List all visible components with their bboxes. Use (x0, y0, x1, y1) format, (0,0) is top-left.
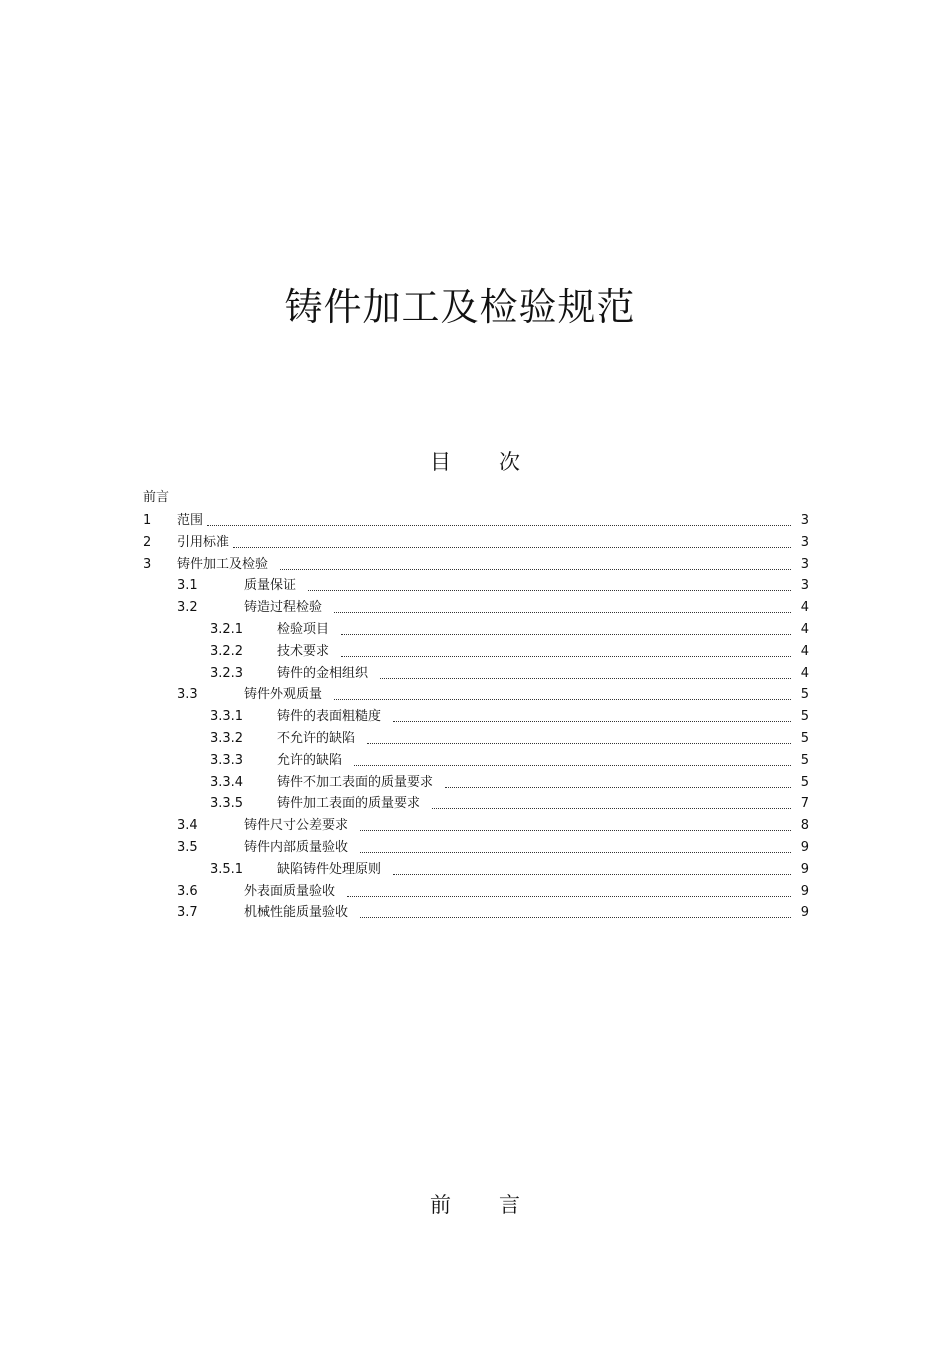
toc-entry-title: 铸造过程检验 (244, 600, 323, 616)
toc-entry[interactable] (143, 750, 809, 772)
toc-dot-leader (308, 582, 791, 591)
toc-entry-number: 3.5.1 (210, 861, 244, 877)
toc-entry[interactable] (143, 772, 809, 794)
toc-entry-title: 机械性能质量验收 (244, 905, 349, 921)
toc-entry[interactable] (143, 684, 809, 706)
toc-entry-number: 3.2.2 (210, 643, 244, 659)
toc-preface-link[interactable]: 前言 (143, 490, 170, 505)
toc-entry[interactable] (143, 597, 809, 619)
toc-entry[interactable] (143, 793, 809, 815)
toc-entry-page: 9 (800, 861, 809, 877)
toc-dot-leader (354, 757, 791, 766)
toc-entry-title: 允许的缺陷 (277, 752, 343, 768)
toc-entry-page: 9 (800, 883, 809, 899)
toc-entry-page: 3 (800, 534, 809, 550)
toc-entry-title: 铸件尺寸公差要求 (244, 818, 349, 834)
toc-entry-number: 3.2.1 (210, 621, 244, 637)
toc-entry-number: 3.6 (177, 883, 198, 899)
toc-entry-page: 5 (800, 687, 809, 703)
toc-entry-page: 3 (800, 578, 809, 594)
toc-heading-left: 目 (430, 450, 451, 474)
toc-dot-leader (341, 626, 791, 635)
toc-dot-leader (341, 648, 791, 657)
toc-entry-title: 质量保证 (244, 578, 297, 594)
toc-entry-title: 铸件加工表面的质量要求 (277, 796, 421, 812)
toc-entry-number: 3 (143, 556, 152, 572)
toc-dot-leader (280, 561, 791, 570)
toc-entry[interactable] (143, 510, 809, 532)
toc-entry-number: 3.3.5 (210, 796, 244, 812)
toc-entry[interactable] (143, 902, 809, 924)
toc-entry-page: 4 (800, 643, 809, 659)
toc-dot-leader (393, 866, 791, 875)
toc-dot-leader (393, 713, 791, 722)
toc-dot-leader (360, 909, 791, 918)
toc-dot-leader (334, 604, 791, 613)
toc-entry-title: 铸件不加工表面的质量要求 (277, 774, 434, 790)
toc-entry-page: 4 (800, 665, 809, 681)
toc-entry[interactable] (143, 728, 809, 750)
toc-entry[interactable] (143, 641, 809, 663)
toc-entry-page: 8 (800, 818, 809, 834)
toc-entry-title: 铸件的表面粗糙度 (277, 709, 382, 725)
toc-entry-page: 9 (800, 839, 809, 855)
toc-entry[interactable] (143, 837, 809, 859)
toc-entry-page: 4 (800, 621, 809, 637)
toc-entry-number: 1 (143, 513, 152, 528)
toc-entry[interactable] (143, 859, 809, 881)
toc-dot-leader (367, 735, 791, 744)
toc-entry[interactable] (143, 706, 809, 728)
preface-heading-left: 前 (430, 1193, 451, 1217)
toc-entry-number: 3.3.1 (210, 709, 244, 725)
table-of-contents (143, 510, 809, 924)
toc-entry-number: 3.1 (177, 578, 198, 594)
toc-entry-number: 3.3.4 (210, 774, 244, 790)
toc-entry-number: 3.5 (177, 839, 198, 855)
toc-entry-page: 5 (800, 730, 809, 746)
toc-entry-title: 范围 (177, 513, 204, 528)
toc-dot-leader (360, 822, 791, 831)
toc-entry-number: 3.2.3 (210, 665, 244, 681)
toc-entry-number: 3.4 (177, 818, 198, 834)
toc-entry-number: 2 (143, 534, 152, 550)
toc-entry[interactable] (143, 554, 809, 576)
toc-entry[interactable] (143, 532, 809, 554)
toc-heading (0, 446, 950, 476)
toc-entry-page: 5 (800, 752, 809, 768)
toc-entry-title: 技术要求 (277, 643, 330, 659)
preface-heading-right: 言 (499, 1193, 520, 1217)
document-title: 铸件加工及检验规范 (284, 285, 636, 329)
toc-entry[interactable] (143, 619, 809, 641)
toc-entry-title: 铸件内部质量验收 (244, 839, 349, 855)
toc-entry-title: 引用标准 (177, 534, 230, 550)
toc-entry-page: 3 (800, 513, 809, 528)
toc-entry-page: 3 (800, 556, 809, 572)
toc-entry-page: 4 (800, 600, 809, 616)
toc-dot-leader (347, 888, 791, 897)
toc-entry-title: 铸件的金相组织 (277, 665, 369, 681)
toc-dot-leader (380, 670, 791, 679)
toc-entry-page: 5 (800, 709, 809, 725)
toc-entry[interactable] (143, 881, 809, 903)
toc-entry-title: 外表面质量验收 (244, 883, 336, 899)
toc-dot-leader (207, 517, 791, 526)
toc-dot-leader (432, 800, 791, 809)
preface-heading (0, 1189, 950, 1219)
toc-entry-title: 铸件外观质量 (244, 687, 323, 703)
toc-entry-number: 3.7 (177, 905, 198, 921)
toc-entry-number: 3.3 (177, 687, 198, 703)
toc-heading-right: 次 (499, 450, 520, 474)
toc-entry-title: 铸件加工及检验 (177, 556, 269, 572)
toc-entry-number: 3.2 (177, 600, 198, 616)
toc-dot-leader (334, 691, 791, 700)
toc-entry[interactable] (143, 575, 809, 597)
toc-entry-page: 7 (800, 796, 809, 812)
toc-entry-title: 不允许的缺陷 (277, 730, 356, 746)
toc-entry-page: 5 (800, 774, 809, 790)
toc-dot-leader (233, 539, 791, 548)
toc-dot-leader (360, 844, 791, 853)
toc-entry-number: 3.3.3 (210, 752, 244, 768)
toc-entry-number: 3.3.2 (210, 730, 244, 746)
toc-entry[interactable] (143, 663, 809, 685)
toc-entry[interactable] (143, 815, 809, 837)
toc-entry-title: 缺陷铸件处理原则 (277, 861, 382, 877)
toc-dot-leader (445, 779, 791, 788)
toc-entry-page: 9 (800, 905, 809, 921)
toc-entry-title: 检验项目 (277, 621, 330, 637)
